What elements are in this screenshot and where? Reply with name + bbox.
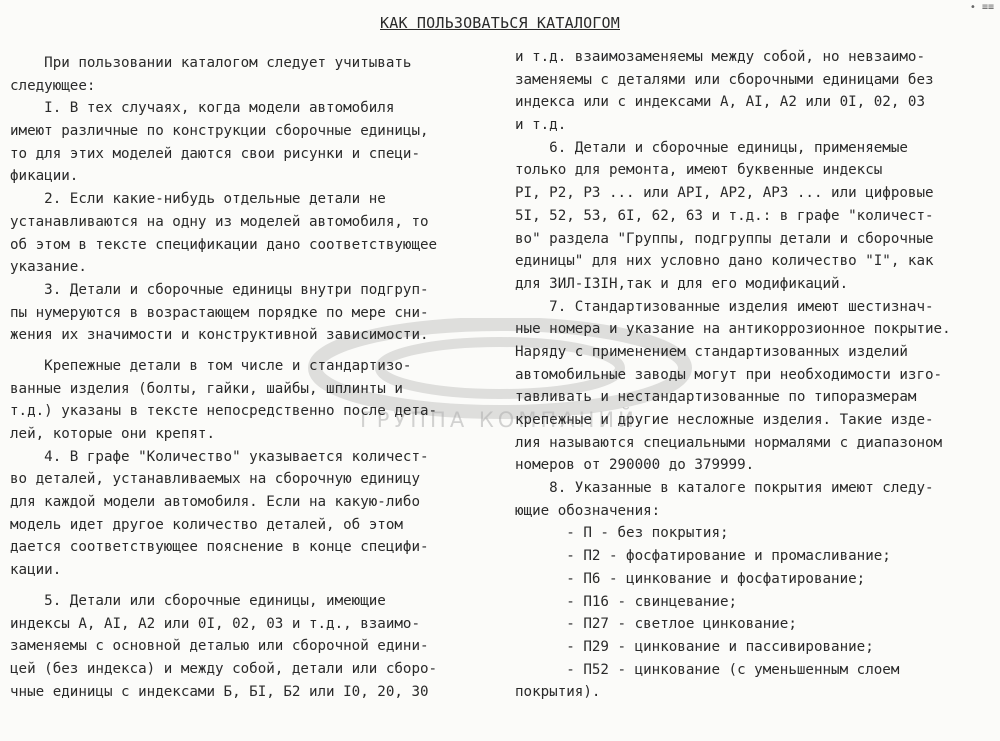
- text-line: и т.д. взаимозаменяемы между собой, но невзаимо-: [515, 49, 925, 65]
- text-line: чные единицы с индексами Б, БI, Б2 или I0, 20, 30: [10, 683, 429, 700]
- text-line: кации.: [10, 562, 62, 579]
- text-line: 4. В графе "Количество" указывается количест-: [10, 448, 429, 465]
- text-line: индексы А, АI, А2 или 0I, 02, 03 и т.д., взаимо-: [10, 615, 420, 632]
- text-line: индекса или с индексами А, АI, А2 или 0I, 02, 03: [515, 94, 925, 111]
- text-line: только для ремонта, имеют буквенные индексы: [515, 162, 883, 179]
- paragraph-gap: [10, 582, 485, 590]
- paragraph-gap: [10, 347, 485, 355]
- corner-mark: • ≡≡: [969, 2, 994, 13]
- text-line: 2. Если какие-нибудь отдельные детали не: [10, 191, 386, 208]
- text-line: ванные изделия (болты, гайки, шайбы, шплинты и: [10, 380, 403, 397]
- text-line: фикации.: [10, 168, 79, 185]
- text-line: Наряду с применением стандартизованных изделий: [515, 343, 908, 360]
- text-line: об этом в тексте спецификации дано соответствующее: [10, 236, 438, 253]
- text-line: - П27 - светлое цинкование;: [515, 616, 797, 633]
- text-line: ные номера и указание на антикоррозионное покрытие.: [515, 321, 951, 338]
- text-line: то для этих моделей даются свои рисунки и специ-: [10, 145, 420, 162]
- text-line: заменяемы с основной деталью или сборочной едини-: [10, 638, 429, 655]
- left-column: [10, 52, 485, 703]
- text-line: лия называются специальными нормалями с диапазоном: [515, 434, 943, 451]
- text-line: Крепежные детали в том числе и стандартизо-: [10, 357, 412, 374]
- text-line: лей, которые они крепят.: [10, 426, 215, 442]
- text-line: 7. Стандартизованные изделия имеют шестизнач-: [515, 298, 934, 315]
- text-line: покрытия).: [515, 684, 601, 701]
- text-line: следующее:: [10, 77, 96, 94]
- text-line: - П16 - свинцевание;: [515, 593, 738, 610]
- text-line: - П2 - фосфатирование и промасливание;: [515, 548, 891, 565]
- text-line: крепежные и другие несложные изделия. Такие изде-: [515, 412, 934, 428]
- text-line: - П52 - цинкование (с уменьшенным слоем: [515, 661, 900, 678]
- text-line: При пользовании каталогом следует учитывать: [10, 55, 412, 71]
- text-line: устанавливаются на одну из моделей автомобиля, то: [10, 213, 429, 230]
- text-line: во деталей, устанавливаемых на сборочную единицу: [10, 471, 420, 488]
- text-line: т.д.) указаны в тексте непосредственно после дета-: [10, 403, 438, 420]
- text-line: I. В тех случаях, когда модели автомобиля: [10, 100, 395, 117]
- text-line: номеров от 290000 до 379999.: [515, 457, 755, 474]
- text-line: жения их значимости и конструктивной зависимости.: [10, 327, 429, 344]
- right-column: [515, 46, 995, 704]
- text-line: имеют различные по конструкции сборочные единицы,: [10, 123, 429, 140]
- text-line: и т.д.: [515, 117, 567, 134]
- text-line: РI, Р2, Р3 ... или АРI, АР2, АР3 ... или цифровые: [515, 185, 934, 202]
- text-line: дается соответствующее пояснение в конце специфи-: [10, 539, 429, 556]
- page-title: КАК ПОЛЬЗОВАТЬСЯ КАТАЛОГОМ: [380, 14, 620, 32]
- text-line: - П - без покрытия;: [515, 525, 729, 542]
- text-line: - П29 - цинкование и пассивирование;: [515, 638, 874, 655]
- text-line: для ЗИЛ-I3IН,так и для его модификаций.: [515, 275, 849, 292]
- text-line: для каждой модели автомобиля. Если на какую-либо: [10, 494, 420, 511]
- text-line: 5I, 52, 53, 6I, 62, 63 и т.д.: в графе "количест-: [515, 207, 934, 224]
- text-line: во" раздела "Группы, подгруппы детали и сборочные: [515, 230, 934, 247]
- text-line: цей (без индекса) и между собой, детали или сборо-: [10, 660, 438, 677]
- text-line: 5. Детали или сборочные единицы, имеющие: [10, 592, 386, 609]
- text-line: указание.: [10, 259, 87, 276]
- text-line: 6. Детали и сборочные единицы, применяемые: [515, 139, 908, 156]
- watermark-caption: ГРУППА КОМПАНИЙ: [360, 408, 638, 432]
- text-line: - П6 - цинкование и фосфатирование;: [515, 570, 866, 587]
- text-line: 8. Указанные в каталоге покрытия имеют следу-: [515, 480, 934, 497]
- text-line: заменяемы с деталями или сборочными единицами без: [515, 71, 934, 88]
- text-line: 3. Детали и сборочные единицы внутри подгруп-: [10, 281, 429, 298]
- text-line: пы нумеруются в возрастающем порядке по мере сни-: [10, 304, 429, 321]
- text-line: единицы" для них условно дано количество "I", как: [515, 253, 934, 270]
- text-line: ющие обозначения:: [515, 502, 661, 519]
- text-line: автомобильные заводы могут при необходимости изго-: [515, 366, 943, 383]
- text-line: тавливать и нестандартизованные по типоразмерам: [515, 389, 917, 406]
- text-line: модель идет другое количество деталей, об этом: [10, 516, 403, 533]
